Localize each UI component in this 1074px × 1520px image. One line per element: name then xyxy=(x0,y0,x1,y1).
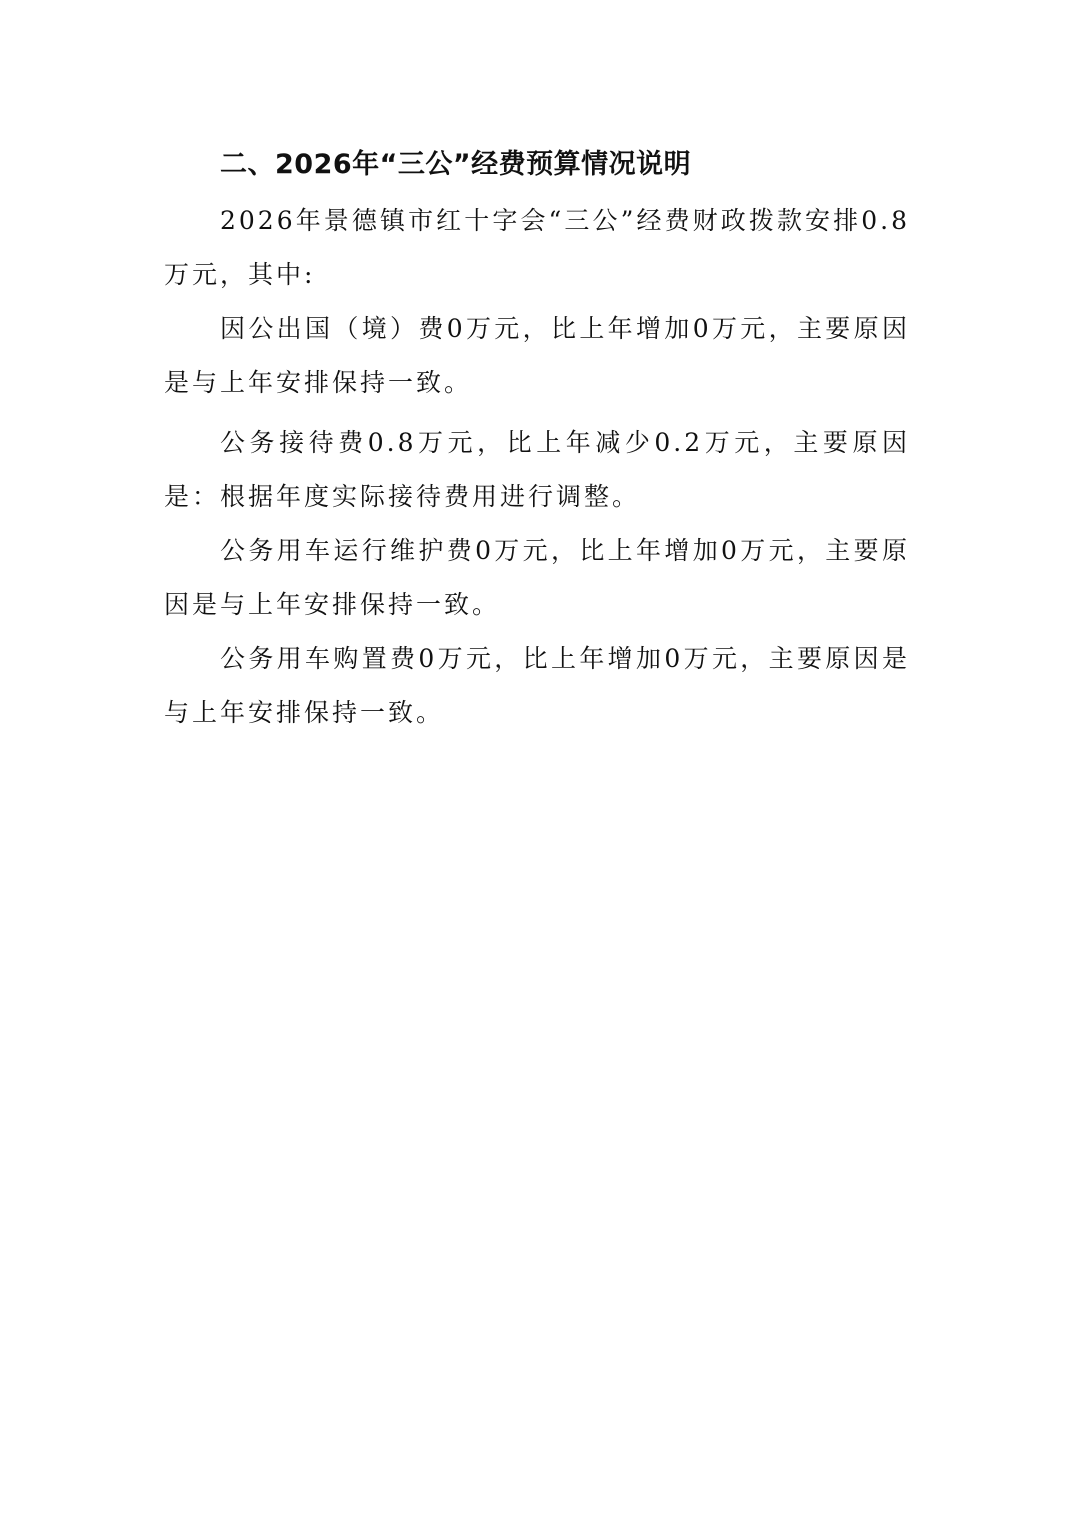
section-heading: 二、2026年“三公”经费预算情况说明 xyxy=(220,149,692,180)
paragraph-vehicle-purchase: 公务用车购置费0万元，比上年增加0万元，主要原因是与上年安排保持一致。 xyxy=(164,644,910,727)
paragraph-vehicle-maintenance: 公务用车运行维护费0万元，比上年增加0万元，主要原因是与上年安排保持一致。 xyxy=(164,536,910,619)
paragraph-official-reception: 公务接待费0.8万元，比上年减少0.2万元，主要原因是：根据年度实际接待费用进行调整。 xyxy=(164,428,910,511)
paragraph-total-budget: 2026年景德镇市红十字会“三公”经费财政拨款安排0.8万元，其中: xyxy=(164,206,910,289)
paragraph-overseas-travel: 因公出国（境）费0万元，比上年增加0万元，主要原因是与上年安排保持一致。 xyxy=(164,314,910,397)
document-content xyxy=(164,140,910,740)
